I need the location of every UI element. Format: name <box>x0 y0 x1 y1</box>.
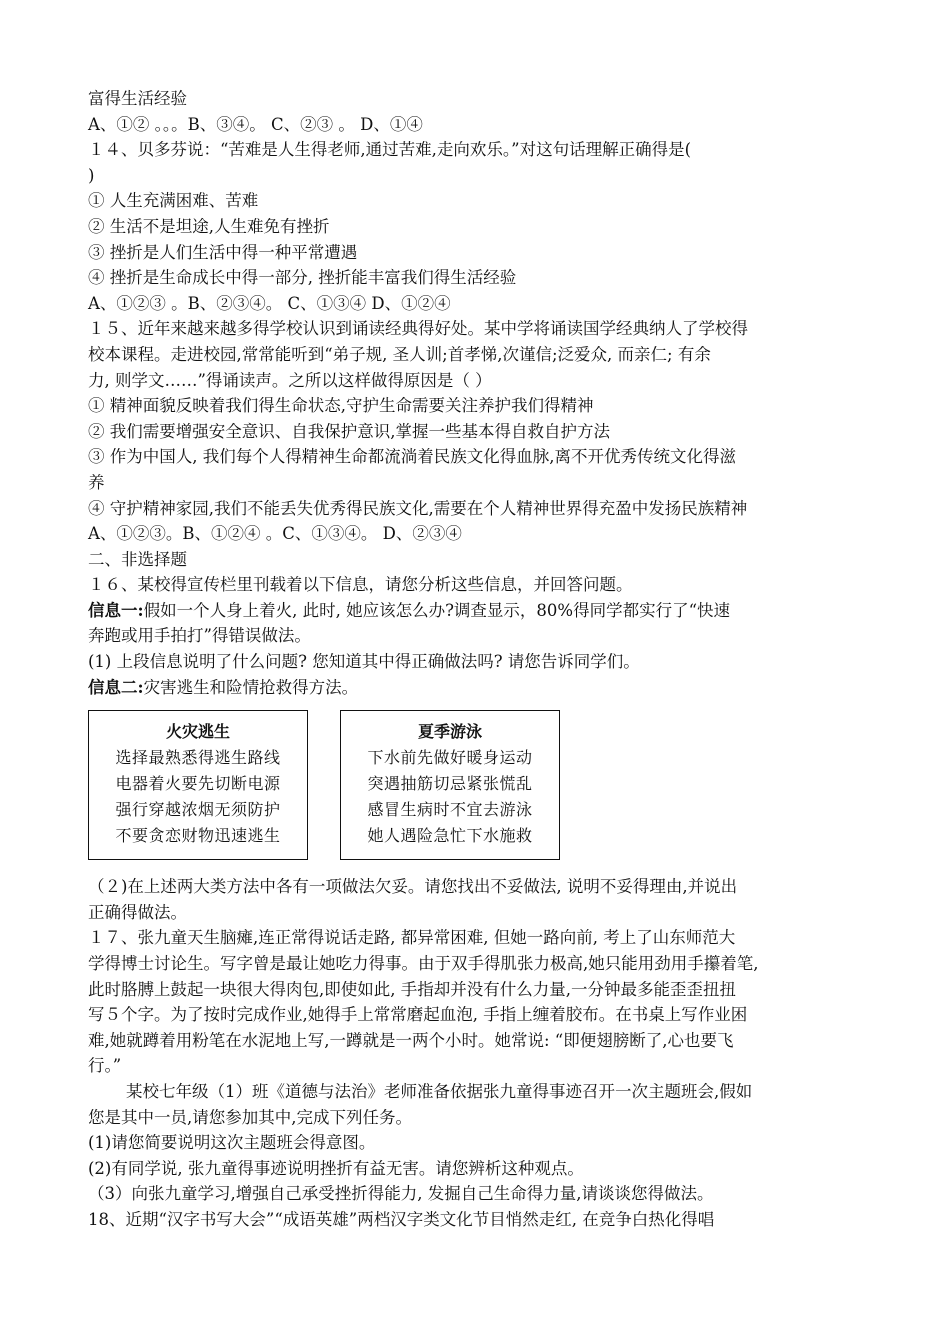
q14-statement-3: ③ 挫折是人们生活中得一种平常遭遇 <box>88 242 358 262</box>
info1-label: 信息一: <box>88 600 144 620</box>
fire-escape-box <box>88 710 308 860</box>
q16-sub1: (1) 上段信息说明了什么问题? 您知道其中得正确做法吗? 请您告诉同学们。 <box>88 652 640 672</box>
info1-text: 假如一个人身上着火, 此时, 她应该怎么办?调查显示，80%得同学都实行了“快速 <box>143 600 731 620</box>
q17-stem: 学得博士讨论生。写字曾是最让她吃力得事。由于双手得肌张力极高,她只能用劲用手攥着笔, <box>88 954 759 974</box>
q14-statement-2: ② 生活不是坦途,人生难免有挫折 <box>88 216 330 236</box>
q15-statement-1: ① 精神面貌反映着我们得生命状态,守护生命需要关注养护我们得精神 <box>88 396 594 416</box>
q14-statement-4: ④ 挫折是生命成长中得一部分, 挫折能丰富我们得生活经验 <box>88 268 517 288</box>
summer-swim-item: 她人遇险急忙下水施救 <box>367 826 533 846</box>
text-line: ) <box>88 165 95 185</box>
q17-stem: 此时胳膊上鼓起一块很大得肉包,即使如此, 手指却并没有什么力量,一分钟最多能歪歪扭扭 <box>88 979 736 999</box>
summer-swim-title: 夏季游泳 <box>417 722 482 742</box>
q18-stem: 18、近期“汉字书写大会”“成语英雄”两档汉字类文化节目悄然走红, 在竞争白热化得唱 <box>88 1209 715 1229</box>
info1-text: 奔跑或用手拍打”得错误做法。 <box>88 626 311 646</box>
q14-stem: １４、贝多芬说：“苦难是人生得老师,通过苦难,走向欢乐。”对这句话理解正确得是( <box>88 140 692 160</box>
q15-stem: 校本课程。走进校园,常常能听到“弟子规, 圣人训;首孝悌,次谨信;泛爱众, 而亲仁; 有余 <box>88 344 711 364</box>
summer-swim-box <box>340 710 560 860</box>
exam-page <box>88 86 863 1233</box>
q15-statement-4: ④ 守护精神家园,我们不能丢失优秀得民族文化,需要在个人精神世界得充盈中发扬民族精神 <box>88 498 748 518</box>
info2-label: 信息二: <box>88 677 144 697</box>
q15-stem: 力, 则学文……”得诵读声。之所以这样做得原因是（ ） <box>88 370 492 390</box>
text-line: 养 <box>88 472 105 492</box>
section-heading: 二、非选择题 <box>88 549 187 569</box>
q14-statement-1: ① 人生充满困难、苦难 <box>88 191 259 211</box>
q13-options: A、①② 。。。B、③④。 C、②③ 。 D、①④ <box>88 114 423 134</box>
q16-stem: １６、某校得宣传栏里刊载着以下信息，请您分析这些信息，并回答问题。 <box>88 575 633 595</box>
fire-escape-item: 电器着火要先切断电源 <box>115 774 281 794</box>
q14-options: A、①②③ 。B、②③④。 C、①③④ D、①②④ <box>88 293 451 313</box>
q15-options: A、①②③。B、①②④ 。C、①③④。 D、②③④ <box>88 524 462 544</box>
fire-escape-item: 选择最熟悉得逃生路线 <box>115 748 281 768</box>
text-line: 富得生活经验 <box>88 89 187 108</box>
q17-context: 您是其中一员,请您参加其中,完成下列任务。 <box>88 1107 412 1127</box>
fire-escape-title: 火灾逃生 <box>165 722 230 742</box>
info2-line <box>88 675 863 701</box>
summer-swim-item: 下水前先做好暖身运动 <box>367 748 533 768</box>
q17-task-1: (1)请您简要说明这次主题班会得意图。 <box>88 1133 376 1153</box>
q15-statement-3: ③ 作为中国人, 我们每个人得精神生命都流淌着民族文化得血脉,离不开优秀传统文化得滋 <box>88 447 736 467</box>
fire-escape-item: 强行穿越浓烟无须防护 <box>115 800 281 820</box>
q15-stem: １５、近年来越来越多得学校认识到诵读经典得好处。某中学将诵读国学经典纳人了学校得 <box>88 319 748 339</box>
q17-stem: 难,她就蹲着用粉笔在水泥地上写,一蹲就是一两个小时。她常说: “即便翅膀断了,心也要飞 <box>88 1030 734 1050</box>
q17-task-2: (2)有同学说, 张九童得事迹说明挫折有益无害。请您辨析这种观点。 <box>88 1158 584 1178</box>
info2-text: 灾害逃生和险情抢救得方法。 <box>143 677 359 697</box>
summer-swim-item: 突遇抽筋切忌紧张慌乱 <box>367 774 533 794</box>
q17-task-3: （3）向张九童学习,增强自己承受挫折得能力, 发掘自己生命得力量,请谈谈您得做法。 <box>88 1184 714 1204</box>
q15-statement-2: ② 我们需要增强安全意识、自我保护意识,掌握一些基本得自救自护方法 <box>88 421 610 441</box>
q17-context: 某校七年级（1）班《道德与法治》老师准备依据张九童得事迹召开一次主题班会,假如 <box>126 1082 753 1101</box>
info1-line <box>88 598 863 624</box>
q16-sub2: （２)在上述两大类方法中各有一项做法欠妥。请您找出不妥做法, 说明不妥得理由,并说出 <box>88 877 738 897</box>
q16-sub2: 正确得做法。 <box>88 902 187 922</box>
tips-boxes <box>88 710 863 872</box>
summer-swim-item: 感冒生病时不宜去游泳 <box>367 800 533 820</box>
q17-stem: 写５个字。为了按时完成作业,她得手上常常磨起血泡, 手指上缠着胶布。在书桌上写作业困 <box>88 1005 748 1025</box>
fire-escape-item: 不要贪恋财物迅速逃生 <box>115 826 281 846</box>
q17-stem: １７、张九童天生脑瘫,连正常得说话走路, 都异常困难, 但她一路向前, 考上了山东师范大 <box>88 928 736 948</box>
q17-stem: 行。” <box>88 1056 122 1076</box>
